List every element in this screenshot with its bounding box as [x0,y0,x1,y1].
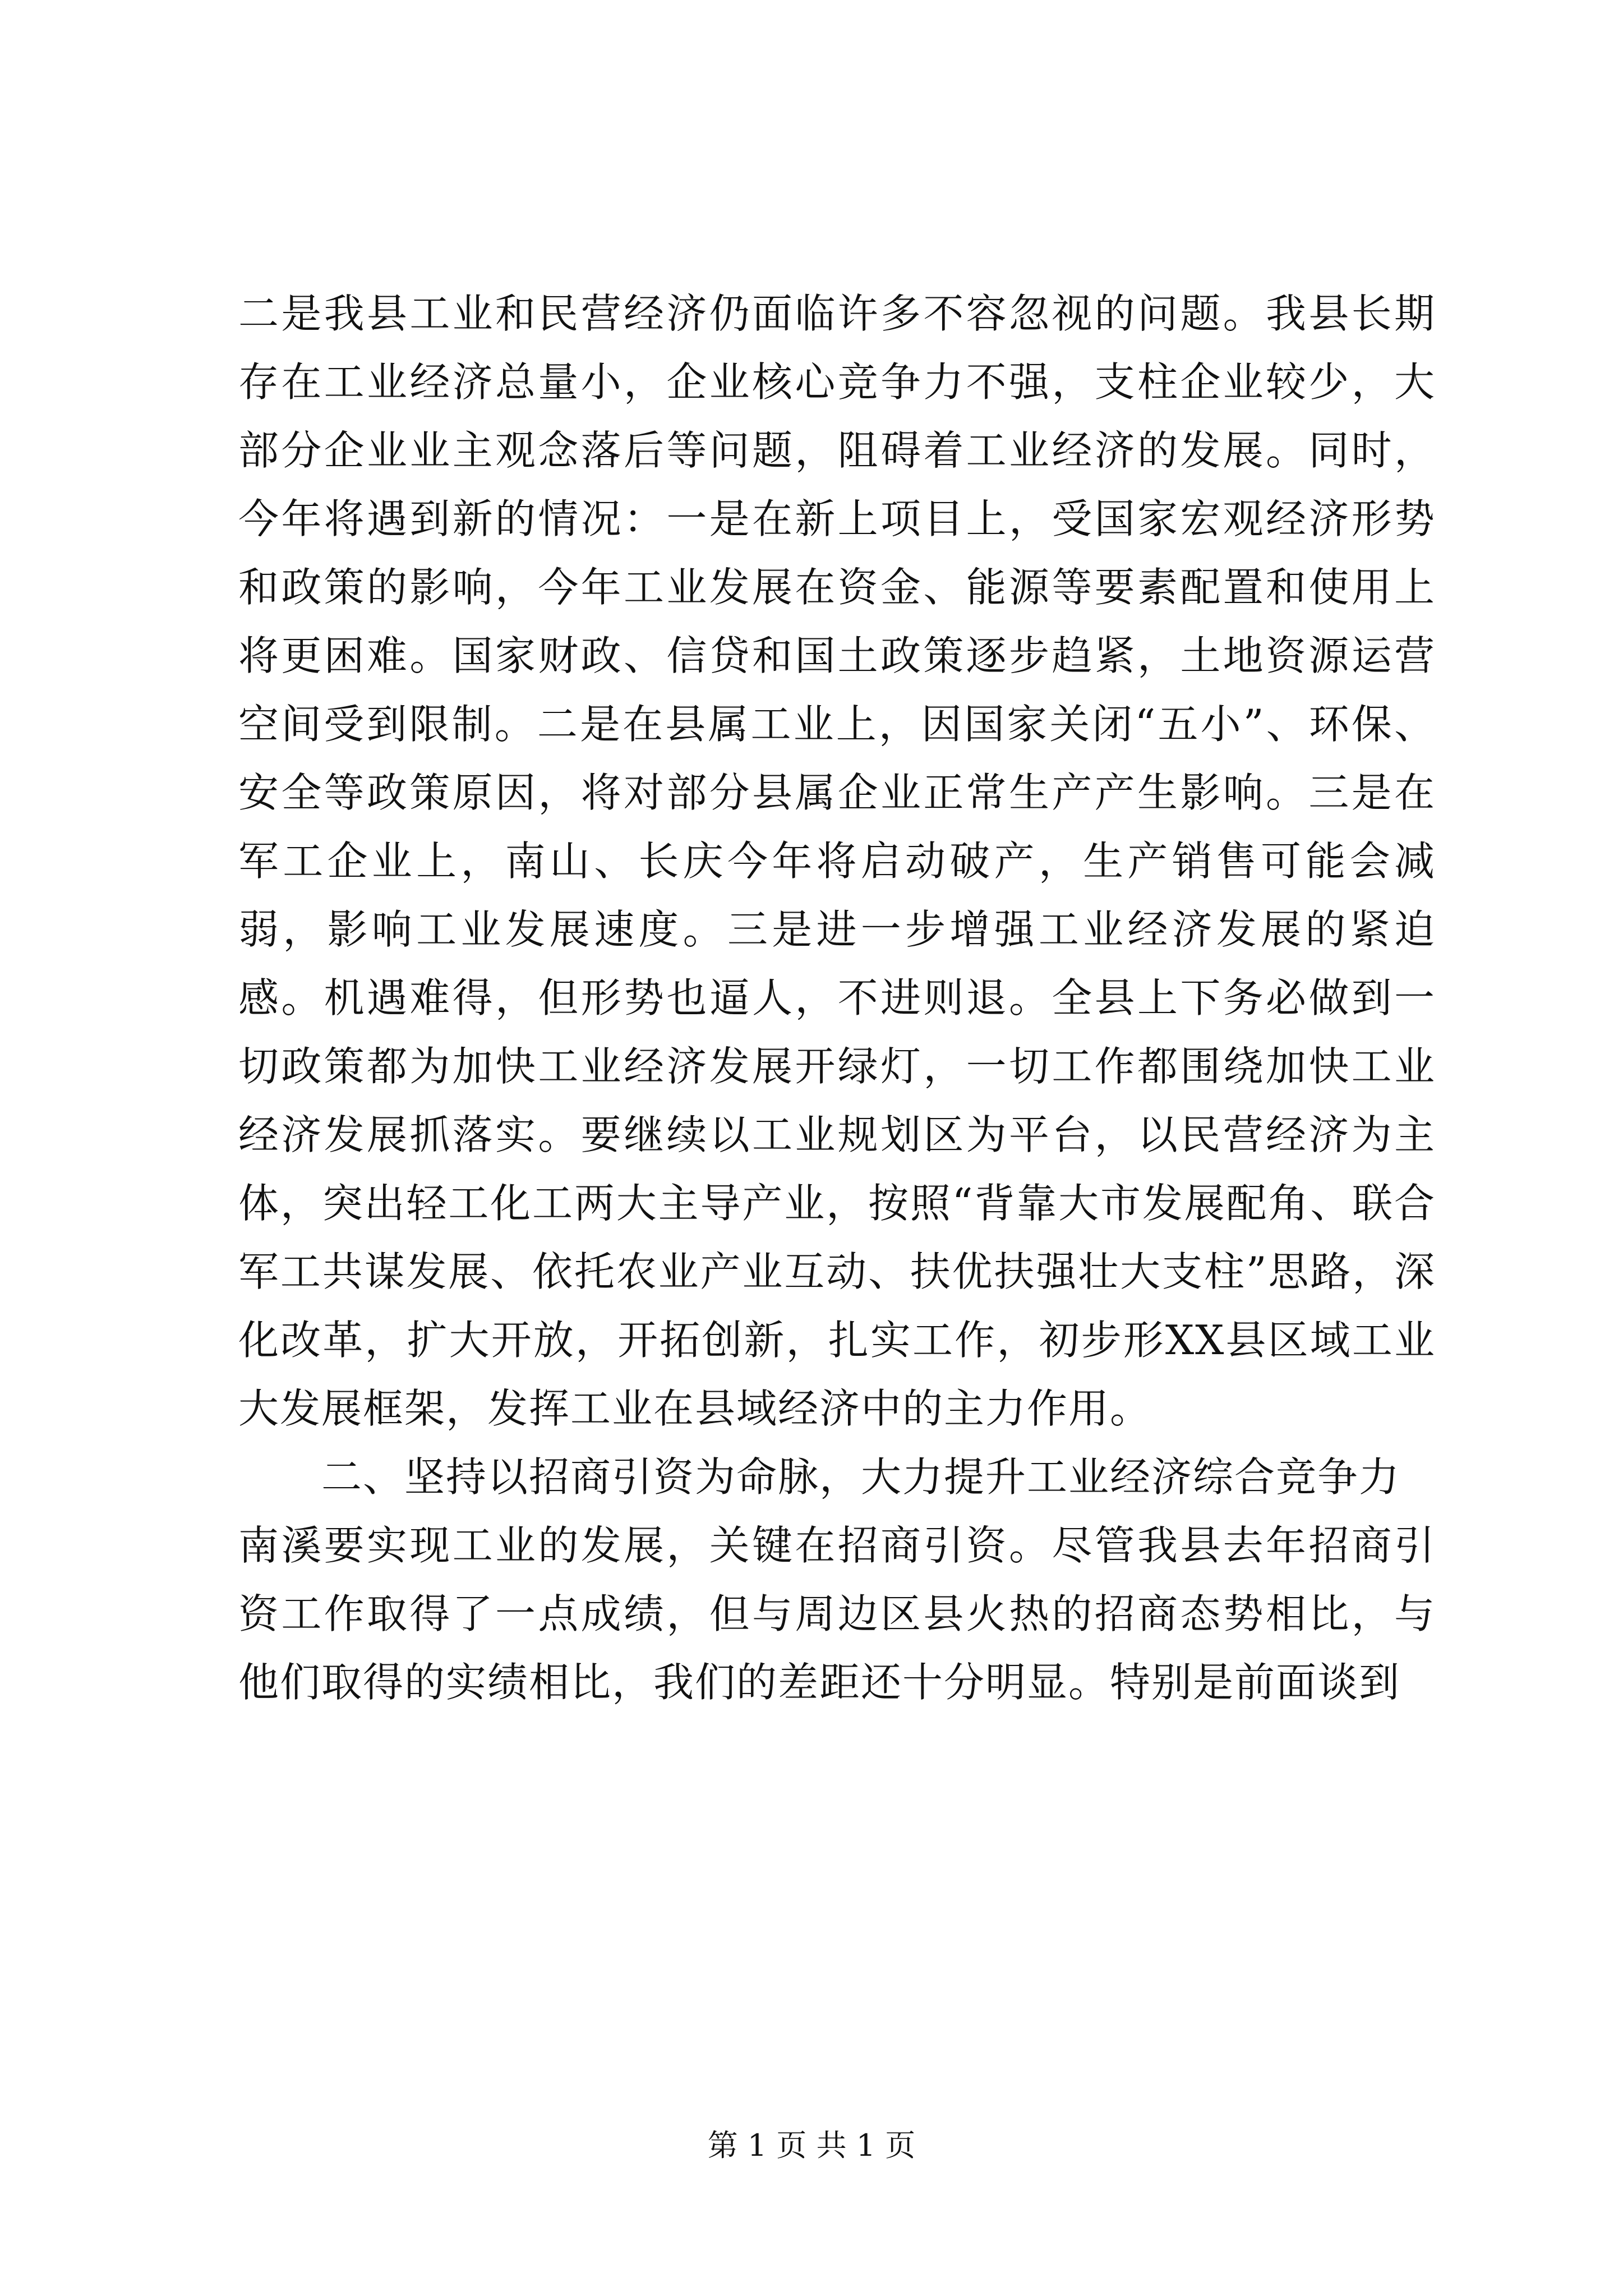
body-paragraph: 二是我县工业和民营经济仍面临许多不容忽视的问题。我县长期存在工业经济总量小，企业核心竞争力不强，支柱企业较少，大部分企业业主观念落后等问题，阻碍着工业经济的发展。同时，今年将遇到新的情况：一是在新上项目上，受国家宏观经济形势和政策的影响，今年工业发展在资金、能源等要素配置和使用上将更困难。国家财政、信贷和国土政策逐步趋紧，土地资源运营空间受到限制。二是在县属工业上，因国家关闭“五小”、环保、安全等政策原因，将对部分县属企业正常生产产生影响。三是在军工企业上，南山、长庆今年将启动破产，生产销售可能会减弱，影响工业发展速度。三是进一步增强工业经济发展的紧迫感。机遇难得，但形势也逼人，不进则退。全县上下务必做到一切政策都为加快工业经济发展开绿灯，一切工作都围绕加快工业经济发展抓落实。要继续以工业规划区为平台，以民营经济为主体，突出轻工化工两大主导产业，按照“背靠大市发展配角、联合军工共谋发展、依托农业产业互动、扶优扶强壮大支柱”思路，深化改革，扩大开放，开拓创新，扎实工作，初步形XX县区域工业大发展框架，发挥工业在县域经济中的主力作用。 [238,290,1436,1432]
section-heading: 二、坚持以招商引资为命脉，大力提升工业经济综合竞争力 [321,1453,1401,1501]
closing-paragraph: 南溪要实现工业的发展，关键在招商引资。尽管我县去年招商引资工作取得了一点成绩，但与周边区县火热的招商态势相比，与他们取得的实绩相比，我们的差距还十分明显。特别是前面谈到 [238,1522,1436,1706]
page-footer: 第 1 页 共 1 页 [707,2128,916,2163]
document-body [238,279,1436,1717]
